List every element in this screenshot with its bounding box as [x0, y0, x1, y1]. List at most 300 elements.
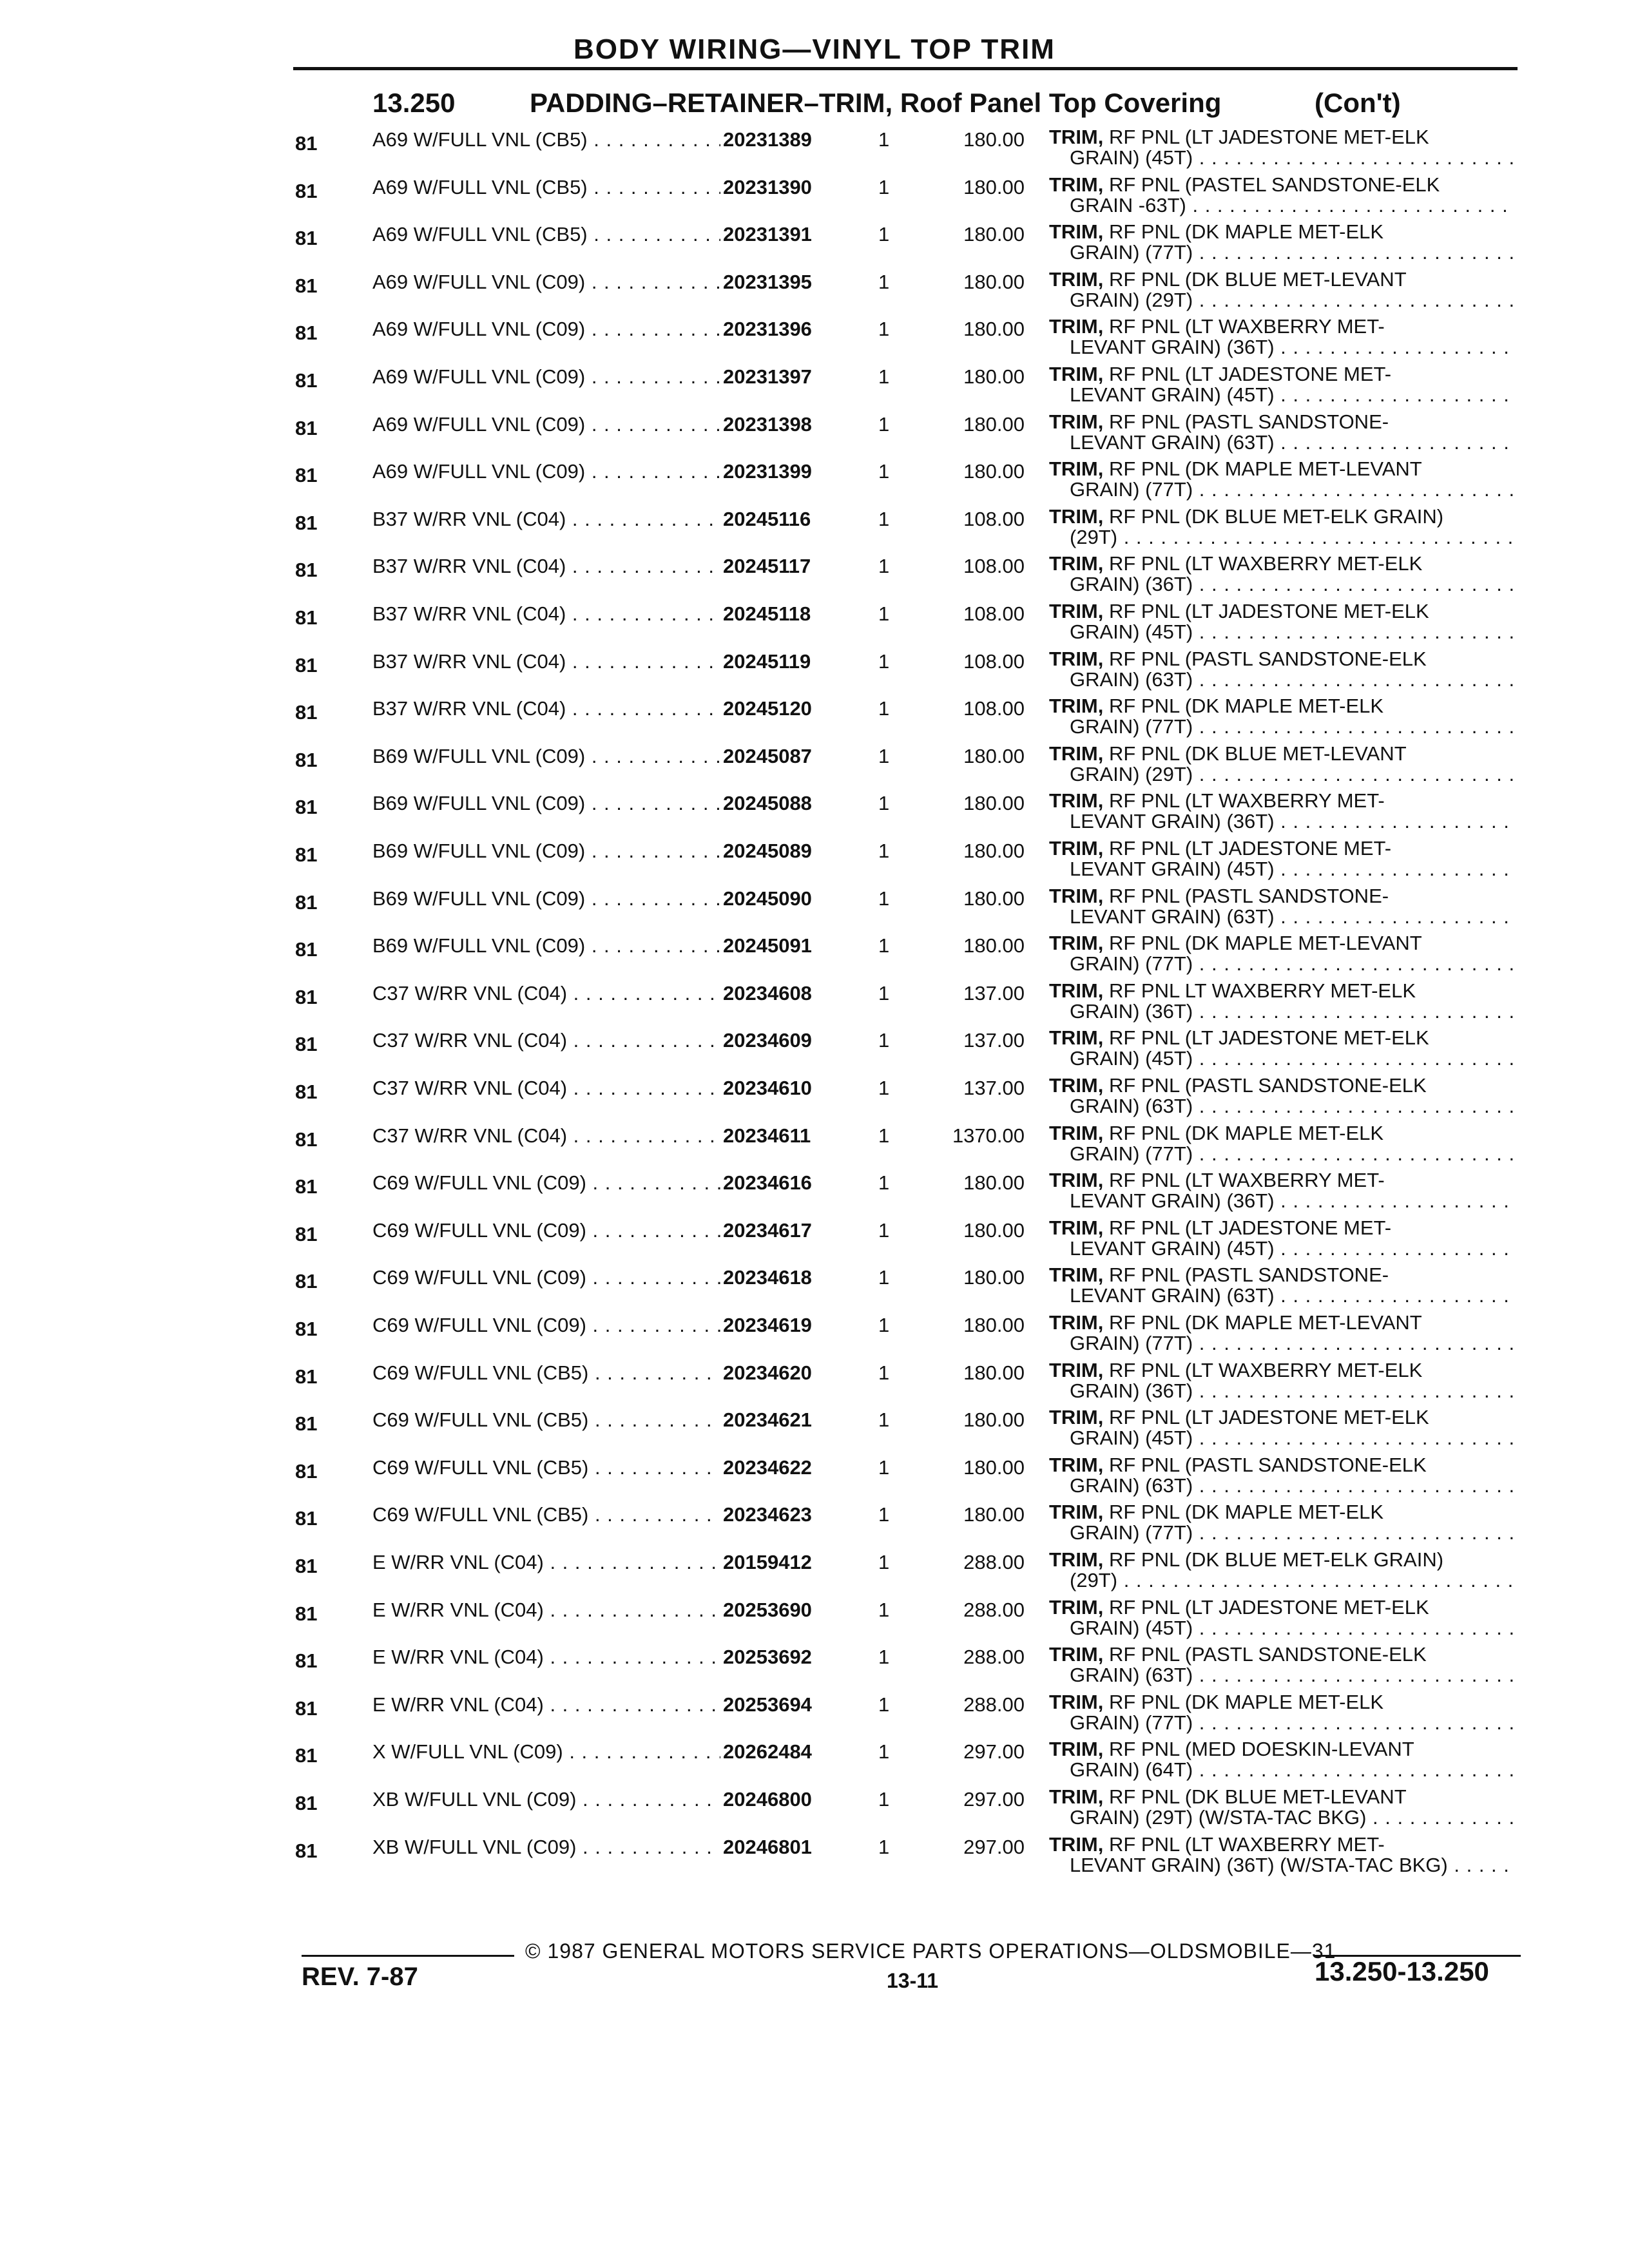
row-price: 288.00 — [963, 1693, 1025, 1716]
row-quantity: 1 — [878, 1646, 890, 1669]
parts-row — [0, 269, 1629, 316]
row-description-line1 — [1049, 363, 1391, 385]
row-description-line2: GRAIN) (45T) . . . — [1070, 147, 1514, 169]
row-description-line2: LEVANT GRAIN) (63T) . . . — [1070, 1285, 1514, 1307]
row-description-line1 — [1049, 885, 1389, 907]
row-quantity: 1 — [878, 365, 890, 388]
row-description-keyword: TRIM, — [1049, 647, 1104, 670]
row-quantity: 1 — [878, 1693, 890, 1716]
row-description-line2: LEVANT GRAIN) (36T) . . . — [1070, 1190, 1514, 1212]
row-quantity: 1 — [878, 223, 890, 246]
row-part-number: 20234608 — [723, 981, 812, 1004]
row-description-line2: GRAIN) (36T) . . . — [1070, 1001, 1514, 1023]
row-quantity: 1 — [878, 412, 890, 436]
row-description-line1 — [1049, 601, 1429, 622]
row-part-number: 20245119 — [723, 649, 811, 673]
row-model: B69 W/FULL VNL (C09) . . . — [372, 935, 720, 957]
row-description-line2: GRAIN) (45T) . . . — [1070, 1048, 1514, 1070]
row-price: 180.00 — [963, 1456, 1025, 1479]
row-description-text: RF PNL (PASTL SANDSTONE-ELK — [1103, 1643, 1427, 1666]
row-key: 81 — [295, 179, 318, 202]
row-description-line1 — [1049, 316, 1385, 338]
row-key: 81 — [295, 511, 318, 534]
row-description-keyword: TRIM, — [1049, 1121, 1104, 1144]
row-part-number: 20234623 — [723, 1503, 812, 1526]
row-quantity: 1 — [878, 934, 890, 957]
row-quantity: 1 — [878, 1551, 890, 1573]
parts-row — [0, 648, 1629, 696]
row-quantity: 1 — [878, 270, 890, 293]
row-model: A69 W/FULL VNL (CB5) . . . — [372, 224, 720, 245]
row-key: 81 — [295, 843, 318, 866]
row-price: 180.00 — [963, 318, 1025, 341]
row-description-text: RF PNL (LT JADESTONE MET- — [1103, 1216, 1392, 1239]
row-price: 180.00 — [963, 460, 1025, 483]
row-quantity: 1 — [878, 1029, 890, 1052]
row-description-line2: GRAIN) (77T) . . . — [1070, 1712, 1514, 1734]
row-description-line1 — [1049, 411, 1389, 433]
row-description-text: RF PNL (LT WAXBERRY MET- — [1103, 789, 1385, 812]
row-description-text: RF PNL (LT JADESTONE MET- — [1103, 837, 1392, 860]
parts-row — [0, 1786, 1629, 1834]
row-description-line2: GRAIN) (63T) . . . — [1070, 669, 1514, 691]
row-description-line2: GRAIN) (77T) . . . — [1070, 716, 1514, 738]
row-part-number: 20245116 — [723, 507, 811, 530]
parts-row — [0, 1454, 1629, 1502]
row-description-keyword: TRIM, — [1049, 1406, 1104, 1429]
row-model: C69 W/FULL VNL (C09) . . . — [372, 1172, 720, 1194]
row-key: 81 — [295, 322, 318, 345]
row-part-number: 20253690 — [723, 1598, 812, 1621]
row-description-text: RF PNL (LT JADESTONE MET- — [1103, 363, 1392, 385]
row-part-number: 20234620 — [723, 1361, 812, 1384]
row-price: 108.00 — [963, 507, 1025, 530]
row-description-text: RF PNL (LT JADESTONE MET-ELK — [1103, 1406, 1429, 1429]
row-description-keyword: TRIM, — [1049, 742, 1104, 765]
row-description-line1 — [1049, 1407, 1429, 1428]
row-part-number: 20159412 — [723, 1551, 812, 1573]
row-quantity: 1 — [878, 1408, 890, 1432]
row-price: 108.00 — [963, 649, 1025, 673]
row-description-line1 — [1049, 506, 1443, 528]
row-quantity: 1 — [878, 792, 890, 815]
row-description-line1 — [1049, 1122, 1383, 1144]
row-description-line1 — [1049, 648, 1427, 670]
row-description-line2: GRAIN) (77T) . . . — [1070, 1143, 1514, 1165]
row-description-line2: LEVANT GRAIN) (45T) . . . — [1070, 858, 1514, 880]
row-description-keyword: TRIM, — [1049, 505, 1104, 528]
row-key: 81 — [295, 1365, 318, 1388]
row-description-keyword: TRIM, — [1049, 1264, 1104, 1287]
parts-row — [0, 174, 1629, 222]
row-description-line1 — [1049, 790, 1385, 812]
row-description-line2: GRAIN) (45T) . . . — [1070, 621, 1514, 643]
row-key: 81 — [295, 1459, 318, 1483]
row-description-line2: GRAIN) (63T) . . . — [1070, 1664, 1514, 1686]
row-description-line1 — [1049, 1597, 1429, 1619]
row-key: 81 — [295, 701, 318, 724]
row-description-text: RF PNL (LT JADESTONE MET-ELK — [1103, 126, 1429, 148]
row-description-keyword: TRIM, — [1049, 789, 1104, 812]
row-key: 81 — [295, 274, 318, 297]
parts-row — [0, 1312, 1629, 1360]
footer-page-number: 13-11 — [887, 1969, 939, 1992]
row-part-number: 20245117 — [723, 555, 811, 578]
parts-row — [0, 1834, 1629, 1881]
row-price: 180.00 — [963, 1218, 1025, 1242]
row-description-keyword: TRIM, — [1049, 600, 1104, 622]
row-price: 108.00 — [963, 697, 1025, 720]
row-quantity: 1 — [878, 981, 890, 1004]
row-quantity: 1 — [878, 1788, 890, 1811]
row-price: 180.00 — [963, 365, 1025, 388]
row-model: A69 W/FULL VNL (C09) . . . — [372, 461, 720, 483]
parts-row — [0, 1501, 1629, 1549]
row-description-keyword: TRIM, — [1049, 410, 1104, 433]
row-part-number: 20253692 — [723, 1646, 812, 1669]
row-description-keyword: TRIM, — [1049, 1358, 1104, 1381]
row-description-line1 — [1049, 1549, 1443, 1571]
row-quantity: 1 — [878, 840, 890, 862]
row-model: A69 W/FULL VNL (C09) . . . — [372, 366, 720, 388]
row-quantity: 1 — [878, 1503, 890, 1526]
parts-row — [0, 363, 1629, 411]
row-description-keyword: TRIM, — [1049, 267, 1104, 291]
row-price: 297.00 — [963, 1740, 1025, 1763]
row-description-line1 — [1049, 980, 1416, 1002]
row-key: 81 — [295, 1081, 318, 1103]
row-quantity: 1 — [878, 1740, 890, 1763]
row-model: A69 W/FULL VNL (CB5) . . . — [372, 177, 720, 198]
row-description-line1 — [1049, 743, 1407, 765]
parts-row — [0, 1122, 1629, 1170]
row-description-text: RF PNL (LT WAXBERRY MET- — [1103, 1169, 1385, 1192]
row-key: 81 — [295, 653, 318, 677]
row-part-number: 20246801 — [723, 1835, 812, 1858]
parts-row — [0, 838, 1629, 885]
row-description-keyword: TRIM, — [1049, 220, 1104, 244]
row-part-number: 20234610 — [723, 1077, 812, 1099]
footer-rule-left — [302, 1955, 514, 1957]
row-description-line1 — [1049, 838, 1391, 860]
row-description-line2: GRAIN) (63T) . . . — [1070, 1095, 1514, 1117]
row-description-line1 — [1049, 1644, 1427, 1666]
row-model: C69 W/FULL VNL (CB5) . . . — [372, 1504, 720, 1526]
row-price: 288.00 — [963, 1598, 1025, 1621]
row-model: B37 W/RR VNL (C04) . . . — [372, 651, 720, 673]
row-model: A69 W/FULL VNL (CB5) . . . — [372, 129, 720, 151]
row-description-text: RF PNL (DK MAPLE MET-ELK — [1103, 1690, 1384, 1713]
row-part-number: 20231395 — [723, 270, 812, 293]
row-description-keyword: TRIM, — [1049, 1501, 1104, 1524]
row-description-line1 — [1049, 458, 1422, 480]
row-key: 81 — [295, 1222, 318, 1245]
row-model: E W/RR VNL (C04) . . . — [372, 1552, 720, 1573]
row-description-keyword: TRIM, — [1049, 932, 1104, 955]
row-quantity: 1 — [878, 1171, 890, 1195]
row-description-line1 — [1049, 1501, 1383, 1523]
row-description-line2: GRAIN) (45T) . . . — [1070, 1427, 1514, 1449]
parts-row — [0, 458, 1629, 506]
row-description-keyword: TRIM, — [1049, 457, 1104, 481]
row-model: C37 W/RR VNL (C04) . . . — [372, 1030, 720, 1052]
row-key: 81 — [295, 1507, 318, 1530]
row-description-line2: GRAIN) (36T) . . . — [1070, 573, 1514, 595]
row-model: C37 W/RR VNL (C04) . . . — [372, 983, 720, 1004]
row-description-text: RF PNL (DK MAPLE MET-LEVANT — [1103, 1311, 1422, 1334]
row-key: 81 — [295, 1318, 318, 1340]
row-description-line1 — [1049, 1360, 1422, 1381]
row-price: 137.00 — [963, 981, 1025, 1004]
row-quantity: 1 — [878, 1314, 890, 1336]
parts-row — [0, 980, 1629, 1028]
row-price: 180.00 — [963, 175, 1025, 198]
row-part-number: 20231391 — [723, 223, 812, 246]
row-model: C69 W/FULL VNL (C09) . . . — [372, 1267, 720, 1289]
row-description-text: RF PNL (DK MAPLE MET-ELK — [1103, 1501, 1384, 1524]
row-description-text: RF PNL (PASTL SANDSTONE- — [1103, 884, 1389, 907]
row-model: B69 W/FULL VNL (C09) . . . — [372, 840, 720, 862]
row-description-text: RF PNL (DK BLUE MET-LEVANT — [1103, 267, 1407, 291]
row-description-text: RF PNL (DK MAPLE MET-ELK — [1103, 1121, 1384, 1144]
row-price: 180.00 — [963, 744, 1025, 767]
row-part-number: 20245090 — [723, 887, 812, 910]
row-description-line1 — [1049, 695, 1383, 717]
row-description-keyword: TRIM, — [1049, 837, 1104, 860]
row-description-line1 — [1049, 1264, 1389, 1286]
section-title: PADDING–RETAINER–TRIM, Roof Panel Top Covering — [530, 88, 1222, 118]
row-description-line2: GRAIN) (29T) . . . — [1070, 289, 1514, 311]
row-part-number: 20245089 — [723, 840, 812, 862]
row-description-keyword: TRIM, — [1049, 1643, 1104, 1666]
row-key: 81 — [295, 1602, 318, 1625]
row-quantity: 1 — [878, 460, 890, 483]
row-part-number: 20231399 — [723, 460, 812, 483]
row-description-text: RF PNL (LT JADESTONE MET-ELK — [1103, 600, 1429, 622]
row-description-keyword: TRIM, — [1049, 1785, 1104, 1808]
row-description-text: RF PNL (DK MAPLE MET-LEVANT — [1103, 932, 1422, 955]
row-part-number: 20245118 — [723, 602, 811, 625]
row-description-keyword: TRIM, — [1049, 363, 1104, 385]
row-price: 180.00 — [963, 1266, 1025, 1289]
row-part-number: 20231396 — [723, 318, 812, 341]
row-description-text: RF PNL (LT JADESTONE MET-ELK — [1103, 1595, 1429, 1619]
row-description-line2: (29T) . . . — [1070, 526, 1514, 548]
row-model: C37 W/RR VNL (C04) . . . — [372, 1125, 720, 1147]
row-description-keyword: TRIM, — [1049, 315, 1104, 338]
parts-row — [0, 126, 1629, 174]
row-description-line2: GRAIN) (77T) . . . — [1070, 1332, 1514, 1354]
row-description-text: RF PNL (LT WAXBERRY MET- — [1103, 1832, 1385, 1856]
row-price: 180.00 — [963, 1314, 1025, 1336]
row-description-keyword: TRIM, — [1049, 1595, 1104, 1619]
row-description-line1 — [1049, 1834, 1385, 1856]
row-description-text: RF PNL (PASTEL SANDSTONE-ELK — [1103, 173, 1440, 196]
row-description-text: RF PNL LT WAXBERRY MET-ELK — [1103, 979, 1416, 1002]
row-model: A69 W/FULL VNL (C09) . . . — [372, 318, 720, 340]
row-key: 81 — [295, 890, 318, 914]
row-description-line2: LEVANT GRAIN) (45T) . . . — [1070, 1238, 1514, 1260]
row-quantity: 1 — [878, 1361, 890, 1384]
row-quantity: 1 — [878, 697, 890, 720]
row-price: 180.00 — [963, 792, 1025, 815]
row-description-keyword: TRIM, — [1049, 979, 1104, 1002]
parts-row — [0, 1360, 1629, 1407]
row-quantity: 1 — [878, 128, 890, 151]
row-description-line2: LEVANT GRAIN) (63T) . . . — [1070, 906, 1514, 928]
row-key: 81 — [295, 748, 318, 771]
row-model: B69 W/FULL VNL (C09) . . . — [372, 793, 720, 814]
parts-row — [0, 743, 1629, 791]
row-quantity: 1 — [878, 1266, 890, 1289]
parts-row — [0, 506, 1629, 553]
parts-row — [0, 221, 1629, 269]
row-description-keyword: TRIM, — [1049, 1216, 1104, 1239]
row-part-number: 20234617 — [723, 1218, 812, 1242]
section-continued: (Con't) — [1315, 88, 1401, 118]
row-description-line2: LEVANT GRAIN) (36T) . . . — [1070, 336, 1514, 358]
parts-row — [0, 553, 1629, 601]
row-model: XB W/FULL VNL (C09) . . . — [372, 1789, 720, 1811]
row-description-line2: LEVANT GRAIN) (45T) . . . — [1070, 384, 1514, 406]
row-key: 81 — [295, 132, 318, 155]
row-price: 137.00 — [963, 1077, 1025, 1099]
row-price: 180.00 — [963, 887, 1025, 910]
row-part-number: 20234622 — [723, 1456, 812, 1479]
row-description-text: RF PNL (LT WAXBERRY MET-ELK — [1103, 1358, 1423, 1381]
row-description-line1 — [1049, 1075, 1427, 1097]
row-key: 81 — [295, 416, 318, 439]
row-part-number: 20246800 — [723, 1788, 812, 1811]
row-price: 108.00 — [963, 555, 1025, 578]
row-description-text: RF PNL (DK MAPLE MET-ELK — [1103, 220, 1384, 244]
row-key: 81 — [295, 1555, 318, 1577]
footer-revision: REV. 7-87 — [302, 1963, 418, 1991]
row-description-line2: GRAIN) (36T) . . . — [1070, 1380, 1514, 1402]
section-number: 13.250 — [372, 88, 456, 118]
row-description-line1 — [1049, 1786, 1407, 1808]
row-description-text: RF PNL (LT WAXBERRY MET-ELK — [1103, 552, 1423, 575]
row-quantity: 1 — [878, 1077, 890, 1099]
row-price: 1370.00 — [952, 1124, 1025, 1147]
row-key: 81 — [295, 1412, 318, 1436]
row-description-text: RF PNL (PASTL SANDSTONE-ELK — [1103, 1074, 1427, 1097]
row-description-line1 — [1049, 1454, 1427, 1476]
row-model: E W/RR VNL (C04) . . . — [372, 1646, 720, 1668]
row-quantity: 1 — [878, 649, 890, 673]
row-description-line1 — [1049, 221, 1383, 243]
row-model: A69 W/FULL VNL (C09) . . . — [372, 271, 720, 293]
row-key: 81 — [295, 1744, 318, 1767]
row-price: 180.00 — [963, 412, 1025, 436]
row-part-number: 20234618 — [723, 1266, 812, 1289]
row-key: 81 — [295, 1270, 318, 1293]
row-description-line1 — [1049, 553, 1422, 575]
row-model: X W/FULL VNL (C09) . . . — [372, 1741, 720, 1763]
parts-row — [0, 1597, 1629, 1644]
footer-section-range: 13.250-13.250 — [1315, 1956, 1489, 1986]
row-description-line2: (29T) . . . — [1070, 1570, 1514, 1591]
row-price: 180.00 — [963, 270, 1025, 293]
row-key: 81 — [295, 1696, 318, 1720]
row-description-text: RF PNL (MED DOESKIN-LEVANT — [1103, 1738, 1414, 1761]
row-description-line2: GRAIN) (29T) (W/STA-TAC BKG) . . . — [1070, 1807, 1514, 1829]
row-description-line1 — [1049, 1312, 1422, 1334]
parts-row — [0, 1075, 1629, 1122]
parts-row — [0, 1738, 1629, 1786]
row-description-keyword: TRIM, — [1049, 1074, 1104, 1097]
row-description-line1 — [1049, 269, 1407, 291]
row-part-number: 20234611 — [723, 1124, 811, 1147]
row-part-number: 20245120 — [723, 697, 812, 720]
row-model: XB W/FULL VNL (C09) . . . — [372, 1836, 720, 1858]
row-price: 297.00 — [963, 1835, 1025, 1858]
page-header-title: BODY WIRING—VINYL TOP TRIM — [574, 34, 1055, 65]
row-price: 180.00 — [963, 934, 1025, 957]
row-part-number: 20245088 — [723, 792, 812, 815]
row-description-line1 — [1049, 1217, 1391, 1239]
row-model: B69 W/FULL VNL (C09) . . . — [372, 888, 720, 910]
row-description-line2: GRAIN) (77T) . . . — [1070, 953, 1514, 975]
row-model: E W/RR VNL (C04) . . . — [372, 1694, 720, 1716]
header-rule — [293, 67, 1518, 70]
row-description-keyword: TRIM, — [1049, 173, 1104, 196]
row-description-line2: LEVANT GRAIN) (63T) . . . — [1070, 432, 1514, 454]
row-price: 297.00 — [963, 1788, 1025, 1811]
row-key: 81 — [295, 985, 318, 1008]
row-part-number: 20253694 — [723, 1693, 812, 1716]
row-description-keyword: TRIM, — [1049, 1690, 1104, 1713]
row-description-text: RF PNL (LT JADESTONE MET-ELK — [1103, 1026, 1429, 1050]
row-price: 288.00 — [963, 1551, 1025, 1573]
row-key: 81 — [295, 938, 318, 961]
parts-row — [0, 411, 1629, 459]
row-key: 81 — [295, 1175, 318, 1198]
row-quantity: 1 — [878, 555, 890, 578]
row-model: B37 W/RR VNL (C04) . . . — [372, 603, 720, 625]
row-description-keyword: TRIM, — [1049, 1548, 1104, 1571]
row-key: 81 — [295, 1649, 318, 1673]
row-model: A69 W/FULL VNL (C09) . . . — [372, 414, 720, 436]
row-model: B37 W/RR VNL (C04) . . . — [372, 508, 720, 530]
parts-row — [0, 1549, 1629, 1597]
row-quantity: 1 — [878, 602, 890, 625]
footer-copyright: © 1987 GENERAL MOTORS SERVICE PARTS OPERATIONS—OLDSMOBILE—31 — [525, 1939, 1336, 1963]
row-part-number: 20231398 — [723, 412, 812, 436]
row-key: 81 — [295, 1128, 318, 1151]
row-description-keyword: TRIM, — [1049, 126, 1104, 148]
row-description-text: RF PNL (PASTL SANDSTONE-ELK — [1103, 1453, 1427, 1476]
row-model: B37 W/RR VNL (C04) . . . — [372, 555, 720, 577]
row-quantity: 1 — [878, 507, 890, 530]
row-description-line2: LEVANT GRAIN) (36T) (W/STA-TAC BKG) . . . — [1070, 1854, 1514, 1876]
row-price: 180.00 — [963, 1503, 1025, 1526]
row-description-text: RF PNL (DK BLUE MET-LEVANT — [1103, 742, 1407, 765]
row-model: E W/RR VNL (C04) . . . — [372, 1599, 720, 1621]
row-part-number: 20234621 — [723, 1408, 812, 1432]
parts-row — [0, 316, 1629, 363]
row-description-keyword: TRIM, — [1049, 1169, 1104, 1192]
row-description-keyword: TRIM, — [1049, 1026, 1104, 1050]
row-part-number: 20234616 — [723, 1171, 812, 1195]
row-price: 180.00 — [963, 1408, 1025, 1432]
row-description-line2: GRAIN) (77T) . . . — [1070, 479, 1514, 501]
row-model: B37 W/RR VNL (C04) . . . — [372, 698, 720, 720]
row-description-line1 — [1049, 174, 1440, 196]
parts-row — [0, 885, 1629, 933]
row-description-text: RF PNL (DK BLUE MET-LEVANT — [1103, 1785, 1407, 1808]
row-description-text: RF PNL (DK MAPLE MET-LEVANT — [1103, 457, 1422, 481]
